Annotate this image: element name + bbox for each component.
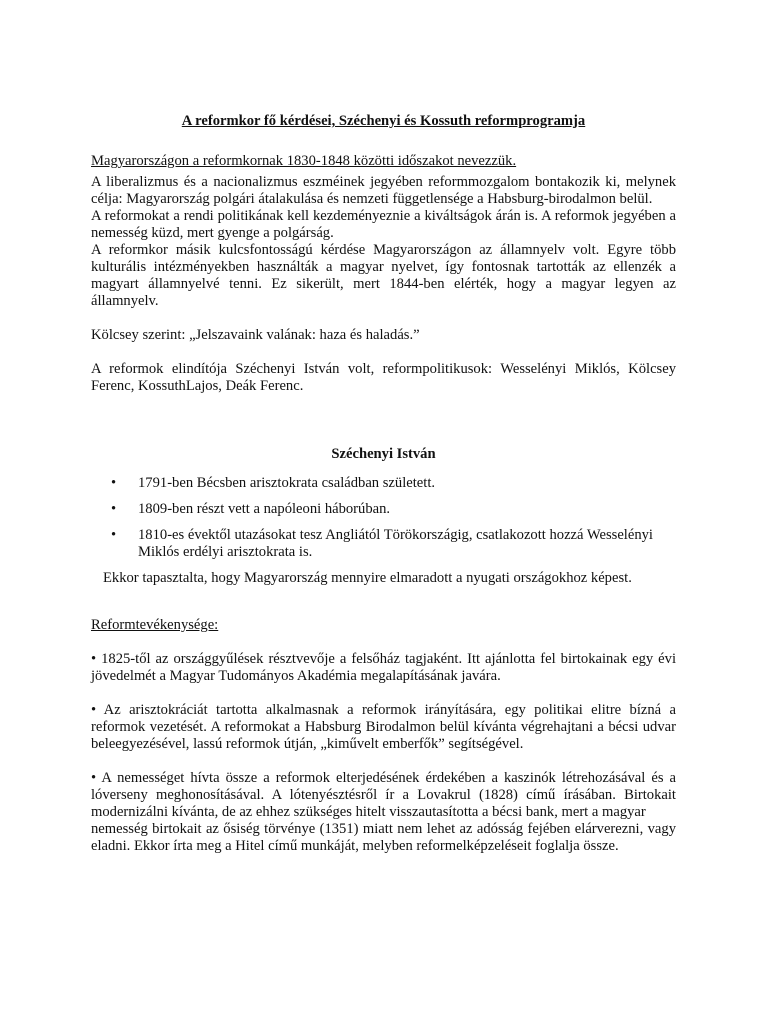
document-body: [91, 113, 676, 855]
bullet-item-travels: • 1810-es évektől utazásokat tesz Angliától Törökországig, csatlakozott hozzá Wesselényi Miklós erdélyi arisztokrata is.: [91, 527, 676, 561]
bullet-item-birth: • 1791-ben Bécsben arisztokrata családban született.: [91, 475, 676, 492]
szechenyi-bullet-list: [91, 475, 676, 561]
reform-initiator-paragraph: A reformok elindítója Széchenyi István volt, reformpolitikusok: Wesselényi Miklós, Kölcsey Ferenc, KossuthLajos, Deák Ferenc.: [91, 361, 676, 394]
bullet-item-war: • 1809-ben részt vett a napóleoni háborúban.: [91, 501, 676, 518]
page-title: A reformkor fő kérdései, Széchenyi és Kossuth reformprogramja: [181, 113, 586, 129]
reform-paragraph-aristocracy: • Az arisztokráciát tartotta alkalmasnak a reformok irányítására, egy politikai elitre bízná a reformok vezetését. A reformokat a Habsburg Birodalmon belül kívánta végrehajtani a bécsi udvar beleegyezésével, lassú reformok útján, „kiművelt emberfők” segítségével.: [91, 702, 676, 752]
reform-activity-heading: Reformtevékenysége:: [91, 617, 219, 633]
reform-paragraph-parliament: • 1825-től az országgyűlések résztvevője a felsőház tagjaként. Itt ajánlotta fel birtokainak egy évi jövedelmét a Magyar Tudományos Akadémia megalapításának javára.: [91, 651, 676, 684]
reform-paragraph-casinos: • A nemességet hívta össze a reformok elterjedésének érdekében a kaszinók létrehozásával és a lóverseny meghonosításával. A lótenyésztésről ír a Lovakrul (1828) című írásában. Birtokait modernizálni kívánta, de az ehhez szükséges hitelt visszautasította a bécsi bank, mert a magyar: [91, 770, 676, 820]
intro-underlined-line: Magyarországon a reformkornak 1830-1848 közötti időszakot nevezzük.: [91, 153, 517, 169]
szechenyi-conclusion: Ekkor tapasztalta, hogy Magyarország mennyire elmaradott a nyugati országokhoz képest.: [103, 570, 632, 586]
intro-paragraph-nobility: A reformokat a rendi politikának kell kezdeményeznie a kiváltságok árán is. A reformok jegyében a nemesség küzd, mert gyenge a polgárság.: [91, 208, 676, 241]
intro-paragraph-liberalism: A liberalizmus és a nacionalizmus eszméinek jegyében reformmozgalom bontakozik ki, melynek célja: Magyarország polgári átalakulása és nemzeti függetlensége a Habsburg-birodalmon belül.: [91, 174, 676, 207]
reform-paragraph-credit: nemesség birtokait az ősiség törvénye (1351) miatt nem lehet az adósság fejében elárverezni, vagy eladni. Ekkor írta meg a Hitel című munkáját, melyben reformelképzeléseit foglalja össze.: [91, 821, 676, 854]
kolcsey-quote: Kölcsey szerint: „Jelszavaink valának: haza és haladás.”: [91, 327, 420, 343]
intro-paragraph-state-language: A reformkor másik kulcsfontosságú kérdése Magyarországon az államnyelv volt. Egyre több kulturális intézményekben használták a magyar nyelvet, így fontosnak tartották az ellenzék a magyart államnyelvé tenni. Ez sikerült, mert 1844-ben elérték, hogy a magyar legyen az államnyelv.: [91, 242, 676, 309]
section-heading-szechenyi: Széchenyi István: [331, 446, 436, 462]
